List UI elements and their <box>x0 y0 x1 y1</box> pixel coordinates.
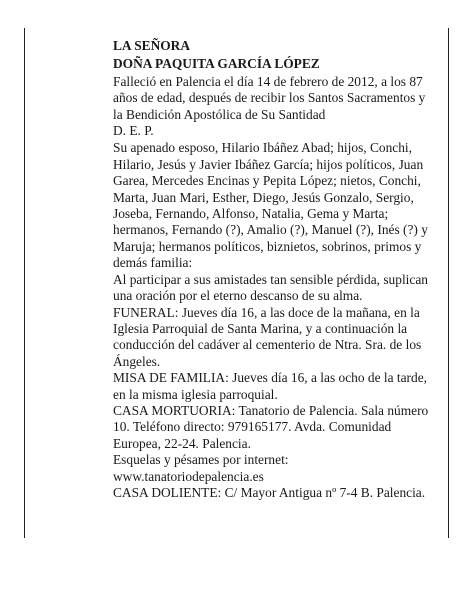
family-mass-info: MISA DE FAMILIA: Jueves día 16, a las ocho de la tarde, en la misma iglesia parroquial. <box>113 370 427 402</box>
obituary-notice <box>113 38 435 501</box>
notice-title-line-1: LA SEÑORA <box>113 38 191 53</box>
funeral-home-info: CASA MORTUORIA: Tanatorio de Palencia. Sala número 10. Teléfono directo: 979165177. Avda. Comunidad Europea, 22-24. Palencia. <box>113 402 429 451</box>
funeral-info: FUNERAL: Jueves día 16, a las doce de la mañana, en la Iglesia Parroquial de Santa Marina, y a continuación la conducción del cadáver al cementerio de Ntra. Sra. de los Ángeles. <box>113 304 422 369</box>
death-info: Falleció en Palencia el día 14 de febrero de 2012, a los 87 años de edad, después de recibir los Santos Sacramentos y la Bendición Apostólica de Su Santidad <box>113 73 426 122</box>
notice-deceased-name: DOÑA PAQUITA GARCÍA LÓPEZ <box>113 56 320 72</box>
internet-info: Esquelas y pésames por internet: www.tanatoriodepalencia.es <box>113 452 289 484</box>
prayer-request: Al participar a sus amistades tan sensible pérdida, suplican una oración por el eterno descanso de su alma. <box>113 271 428 304</box>
mourning-house-info: CASA DOLIENTE: C/ Mayor Antigua nº 7-4 B. Palencia. <box>113 484 426 500</box>
right-border-line <box>448 28 449 538</box>
family-members: Su apenado esposo, Hilario Ibáñez Abad; hijos, Conchi, Hilario, Jesús y Javier Ibáñez García; hijos políticos, Juan Garea, Mercedes Encinas y Pepita López; nietos, Conchi, Marta, Juan Mari, Esther, Diego, Jesús Gonzalo, Sergio, Joseba, Fernando, Alfonso, Natalia, Gema y Marta; hermanos, Fernando (?), Amalio (?), Manuel (?), Inés (?) y Maruja; hermanos políticos, biznietos, sobrinos, primos y demás familia: <box>113 140 428 271</box>
dep-line: D. E. P. <box>113 123 154 139</box>
left-border-line <box>24 28 25 538</box>
